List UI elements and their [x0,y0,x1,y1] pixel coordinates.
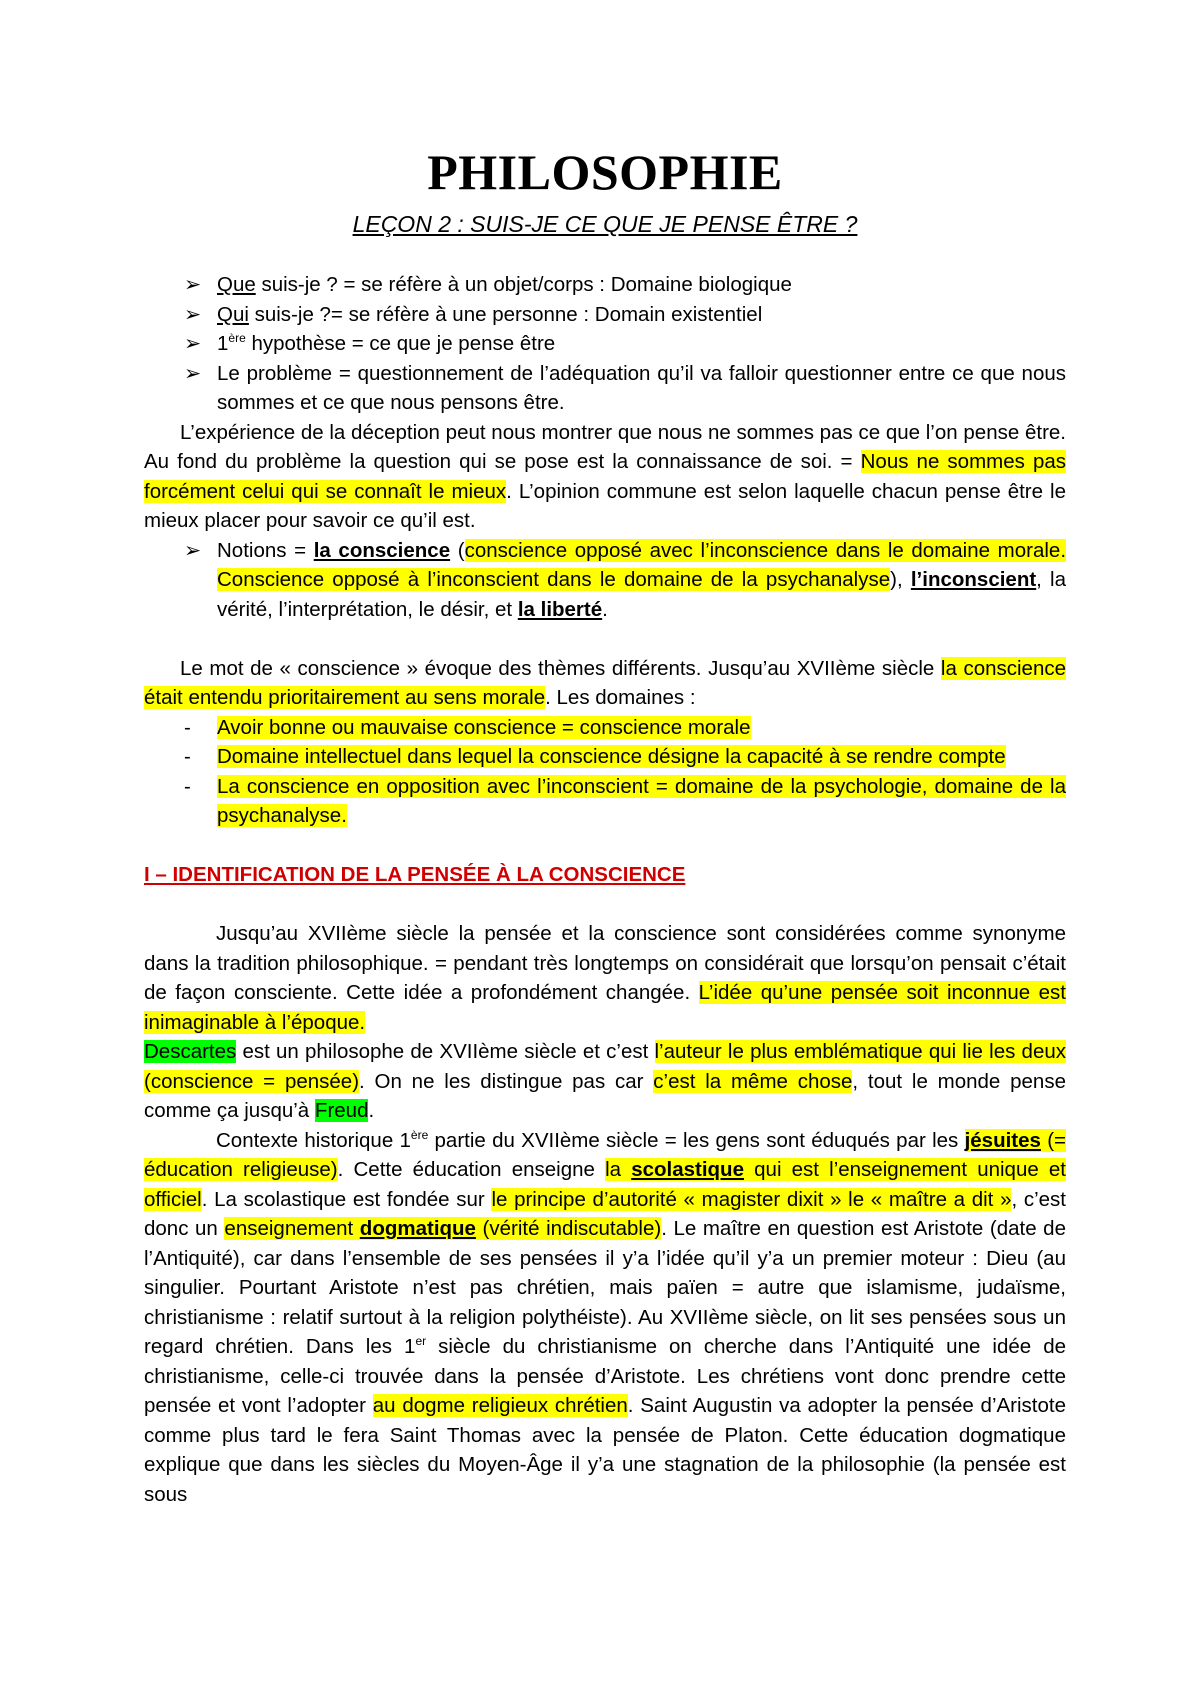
arrow-bullet-icon: ➢ [184,273,202,296]
green-highlight: Freud [314,1099,369,1122]
highlight: conscience opposé avec l’inconscience dans le domaine morale. Conscience opposé à l’inconscient dans le domaine de la psychanalyse [217,538,1067,591]
list-item: ➢ Le problème = questionnement de l’adéquation qu’il va falloir questionner entre ce que nous sommes et ce que nous pensons être. [144,359,1066,418]
list-item: - La conscience en opposition avec l’inconscient = domaine de la psychologie, domaine de la psychanalyse. [144,772,1066,831]
paragraph-deception: L’expérience de la déception peut nous montrer que nous ne sommes pas ce que l’on pense être. Au fond du problème la question qui se pose est la connaissance de soi. = Nous ne sommes pas forcément celui qui se connaît le mieux. L’opinion commune est selon laquelle chacun pense être le mieux placer pour savoir ce qu’il est. [144,420,1066,532]
dash-bullet-icon: - [184,715,191,739]
lesson-subtitle: LEÇON 2 : SUIS-JE CE QUE JE PENSE ÊTRE ? [352,211,858,237]
arrow-bullet-icon: ➢ [184,332,202,355]
domains-list [144,713,1066,831]
arrow-bullet-icon: ➢ [184,538,202,562]
paragraph-mot-conscience: Le mot de « conscience » évoque des thèmes différents. Jusqu’au XVIIème siècle la conscience était entendu prioritairement au sens morale. Les domaines : [144,656,1066,709]
list-item: ➢ Notions = la conscience (conscience opposé avec l’inconscience dans le domaine morale. Conscience opposé à l’inconscient dans le domaine de la psychanalyse), l’inconscient, la vérité, l’interprétation, le désir, et la liberté. [144,536,1066,625]
highlight: l’auteur le plus emblématique qui lie les deux (conscience = pensée) [144,1040,1066,1093]
list-item: ➢ 1ère hypothèse = ce que je pense être [144,329,1066,359]
list-item: - Avoir bonne ou mauvaise conscience = conscience morale [144,713,1066,743]
list-item: - Domaine intellectuel dans lequel la conscience désigne la capacité à se rendre compte [144,742,1066,772]
notions-list [144,536,1066,625]
green-highlight: Descartes [144,1040,237,1063]
list-item: ➢ Que suis-je ? = se réfère à un objet/corps : Domaine biologique [144,270,1066,300]
intro-bullet-list [144,270,1066,418]
arrow-bullet-icon: ➢ [184,302,202,326]
section-heading: I – IDENTIFICATION DE LA PENSÉE À LA CONSCIENCE [144,863,686,886]
highlight: L’idée qu’une pensée soit inconnue est inimaginable à l’époque. [144,981,1066,1034]
highlight: c’est la même chose [653,1069,853,1093]
highlight: la conscience était entendu prioritairement au sens morale [144,656,1066,709]
paragraph-contexte: Contexte historique 1ère partie du XVIIème siècle = les gens sont éduqués par les jésuites (= éducation religieuse). Cette éducation enseigne la scolastique qui est l’enseignement unique et officiel. La scolastique est fondée sur le principe d’autorité « magister dixit » le « maître a dit », c’est donc un enseignement dogmatique (vérité indiscutable). Le maître en question est Aristote (date de l’Antiquité), car dans l’ensemble de ses pensées il y’a l’idée qu’il y’a un premier moteur : Dieu (au singulier. Pourtant Aristote n’est pas chrétien, mais païen = autre que islamisme, judaïsme, christianisme : relatif surtout à la religion polythéiste). Au XVIIème siècle, on lit ses pensées sous un regard chrétien. Dans les 1er siècle du christianisme on cherche dans l’Antiquité une idée de christianisme, celle-ci trouvée dans la pensée d’Aristote. Les chrétiens vont donc prendre cette pensée et vont l’adopter au dogme religieux chrétien. Saint Augustin va adopter la pensée d’Aristote comme plus tard le fera Saint Thomas avec la pensée de Platon. Cette éducation dogmatique explique que dans les siècles du Moyen-Âge il y’a une stagnation de la philosophie (la pensée est sous [144,1127,1067,1506]
list-item: ➢ Qui suis-je ?= se réfère à une personne : Domain existentiel [144,300,1066,330]
dash-bullet-icon: - [184,774,191,798]
paragraph-descartes: Descartes est un philosophe de XVIIème siècle et c’est l’auteur le plus emblématique qui lie les deux (conscience = pensée). On ne les distingue pas car c’est la même chose, tout le monde pense comme ça jusqu’à Freud. [144,1040,1066,1122]
arrow-bullet-icon: ➢ [184,361,202,385]
highlight: Nous ne sommes pas forcément celui qui se connaît le mieux [144,450,1066,503]
paragraph-xviieme: Jusqu’au XVIIème siècle la pensée et la conscience sont considérées comme synonyme dans la tradition philosophique. = pendant très longtemps on considérait que lorsqu’on pensait c’était de façon consciente. Cette idée a profondément changée. L’idée qu’une pensée soit inconnue est inimaginable à l’époque. [144,922,1066,1034]
page-title: PHILOSOPHIE [427,144,783,200]
dash-bullet-icon: - [184,745,191,768]
